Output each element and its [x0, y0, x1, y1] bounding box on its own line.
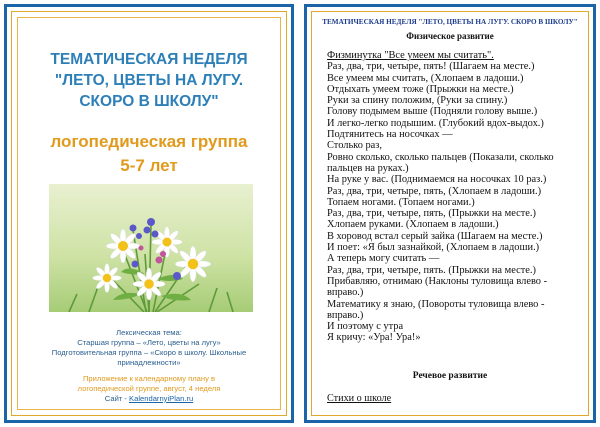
- poem-line: Раз, два, три, четыре, пять! (Шагаем на месте.): [327, 61, 535, 73]
- poem-line: Хлопаем руками. (Хлопаем в ладоши.): [327, 219, 499, 231]
- site-credit: [29, 394, 269, 404]
- right-page-header: ТЕМАТИЧЕСКАЯ НЕДЕЛЯ "ЛЕТО, ЦВЕТЫ НА ЛУГУ. СКОРО В ШКОЛУ": [322, 18, 578, 26]
- title-line-3: СКОРО В ШКОЛУ": [79, 93, 219, 110]
- poem-line: Руки за спину положим, (Руки за спину.): [327, 95, 508, 107]
- poem-line: Ровно сколько, сколько пальцев (Показали, сколько: [327, 151, 554, 163]
- poem-line: А теперь могу считать —: [327, 253, 440, 265]
- poem-line: Голову подымем выше (Подняли голову выше.): [327, 106, 538, 118]
- lexical-line-3: Подготовительная группа – «Скоро в школу. Школьные: [51, 348, 247, 357]
- flower-illustration: [49, 184, 253, 312]
- site-label: Сайт -: [104, 394, 130, 403]
- group-name: логопедическая группа: [50, 132, 248, 151]
- poem-line: Прибавляю, отнимаю (Наклоны туловища влево -: [327, 275, 548, 287]
- poem-line: На руке у вас. (Поднимаемся на носочках 10 раз.): [327, 174, 547, 186]
- poem-line: пальцев на руках.): [327, 162, 409, 174]
- lexical-topic: [29, 328, 269, 368]
- poem-line: И легко-легко подышим. (Глубокий вдох-выдох.): [327, 117, 544, 129]
- poem-line: Все умеем мы считать, (Хлопаем в ладоши.): [327, 72, 524, 84]
- age-range: 5-7 лет: [120, 156, 178, 175]
- poem-line: Раз, два, три, четыре, пять, (Прыжки на месте.): [327, 208, 536, 220]
- poem-line: Отдыхать умеем тоже (Прыжки на месте.): [327, 83, 514, 95]
- site-link[interactable]: KalendarnyiPlan.ru: [129, 394, 194, 403]
- title-line-2: "ЛЕТО, ЦВЕТЫ НА ЛУГУ.: [54, 72, 244, 89]
- poem-line: Я кричу: «Ура! Ура!»: [327, 332, 421, 344]
- poem-line: Физминутка "Все умеем мы считать".: [327, 50, 494, 61]
- section-title-physical: Физическое развитие: [406, 31, 494, 41]
- title-line-1: ТЕМАТИЧЕСКАЯ НЕДЕЛЯ: [50, 51, 248, 68]
- lexical-line-2: Старшая группа – «Лето, цветы на лугу»: [77, 338, 221, 347]
- poem-line: Раз, два, три, четыре, пять, (Хлопаем в ладоши.): [327, 185, 542, 197]
- poem-line: Подтянитесь на носочках —: [327, 129, 453, 141]
- poem-line: Математику я знаю, (Повороты туловища влево -: [327, 298, 545, 310]
- appendix-note: [29, 374, 269, 394]
- right-page: [304, 4, 596, 423]
- poems-about-school-link[interactable]: Стихи о школе: [327, 393, 392, 404]
- lexical-line-1: Лексическая тема:: [116, 328, 182, 337]
- poem-line: И поэтому с утра: [327, 321, 404, 333]
- appendix-line-2: логопедической группе, август, 4 неделя: [77, 384, 221, 393]
- poem-line: Топаем ногами. (Топаем ногами.): [327, 196, 475, 208]
- left-page: [4, 4, 294, 423]
- poem-line: В хоровод встал серый зайка (Шагаем на месте.): [327, 230, 543, 242]
- section-title-speech: Речевое развитие: [412, 371, 488, 381]
- poem-line: И поет: «Я был зазнайкой, (Хлопаем в ладоши.): [327, 242, 540, 254]
- poem-line: Столько раз,: [327, 140, 383, 152]
- poem-line: вправо.): [327, 287, 364, 299]
- poem-line: Раз, два, три, четыре, пять. (Прыжки на месте.): [327, 264, 536, 276]
- poem-line: вправо.): [327, 309, 364, 321]
- page-title: [25, 49, 273, 112]
- lexical-line-4: принадлежности»: [117, 358, 181, 367]
- exercise-poem: [327, 50, 581, 344]
- appendix-line-1: Приложение к календарному плану в: [82, 374, 216, 383]
